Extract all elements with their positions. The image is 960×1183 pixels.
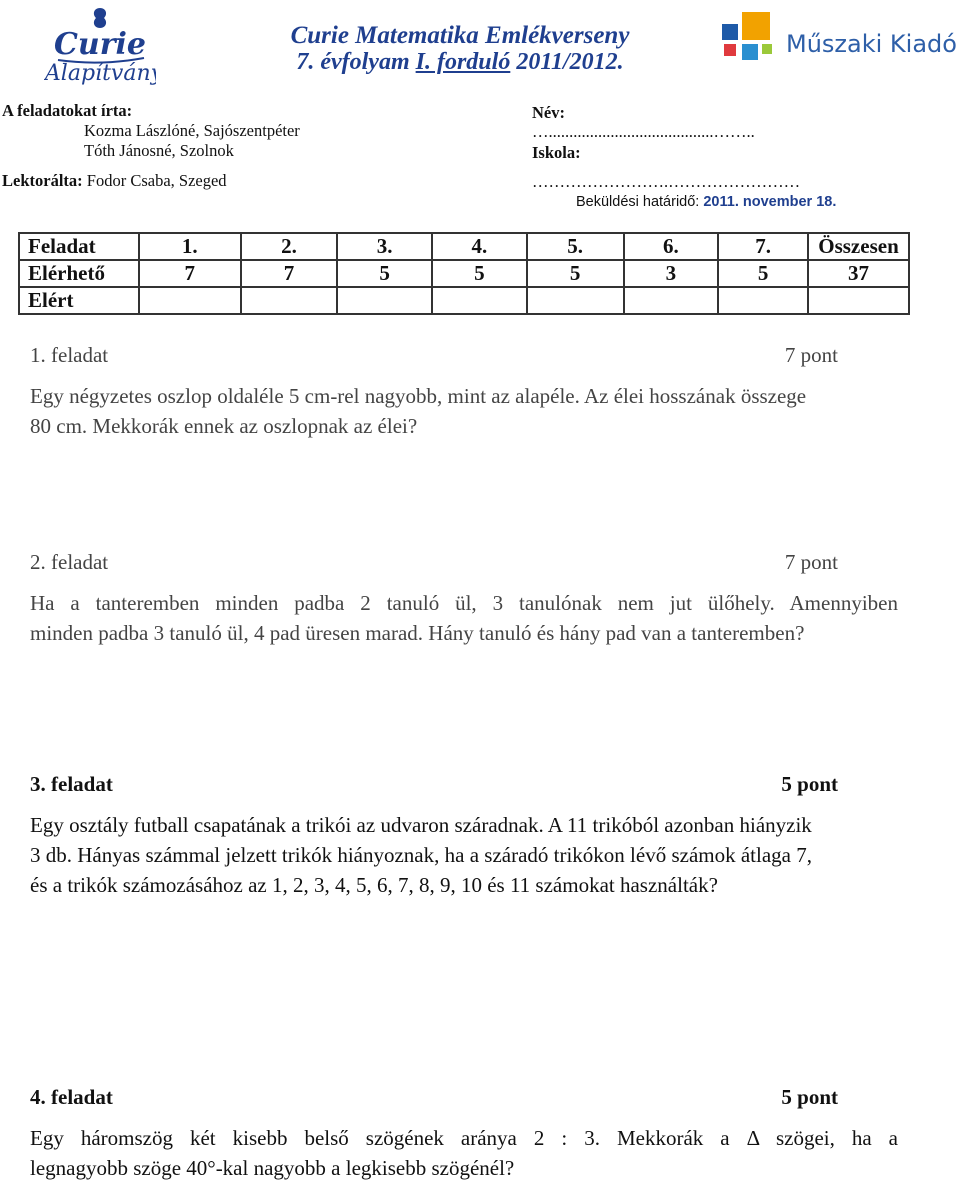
score-input-cell[interactable] [718, 287, 808, 314]
task-points: 7 pont [784, 550, 838, 574]
task-3-header [30, 772, 838, 797]
task-text-line: és a trikók számozásához az 1, 2, 3, 4, 5, 6, 7, 8, 9, 10 és 11 számokat használták? [30, 873, 718, 897]
table-cell: 4. [432, 233, 527, 260]
muszaki-kiado-logo [722, 10, 958, 72]
table-cell: Elérhető [19, 260, 139, 287]
score-input-cell[interactable] [624, 287, 719, 314]
score-input-cell[interactable] [337, 287, 432, 314]
table-cell: 1. [139, 233, 241, 260]
title-line-2 [250, 49, 670, 76]
competition-title [250, 22, 670, 76]
name-field[interactable]: …........................................…….. [532, 122, 755, 141]
score-input-cell[interactable] [241, 287, 338, 314]
task-3-text [30, 810, 898, 900]
svg-text:Alapítvány: Alapítvány [44, 61, 156, 86]
task-4-header [30, 1085, 838, 1110]
score-input-cell[interactable] [808, 287, 909, 314]
task-points: 7 pont [784, 343, 838, 367]
task-text-line: minden padba 3 tanuló ül, 4 pad üresen marad. Hány tanuló és hány pad van a tanteremben? [30, 621, 805, 645]
table-cell: 3. [337, 233, 432, 260]
grade-label: 7. évfolyam [296, 49, 410, 75]
reviewer-label: Lektorálta: [2, 171, 83, 190]
table-cell: 6. [624, 233, 719, 260]
school-label: Iskola: [532, 143, 581, 162]
round-label: I. forduló [415, 49, 511, 75]
deadline-value: 2011. november 18. [703, 194, 837, 210]
task-text-line: legnagyobb szöge 40°-kal nagyobb a legkisebb szögénél? [30, 1156, 515, 1180]
task-2-text [30, 588, 898, 648]
table-cell: 37 [808, 260, 909, 287]
table-row-achieved [19, 287, 909, 314]
deadline-line [576, 193, 836, 212]
table-cell: Feladat [19, 233, 139, 260]
task-points: 5 pont [781, 1085, 838, 1109]
task-text-line: 3 db. Hányas számmal jelzett trikók hiányoznak, ha a száradó trikókon lévő számok átlaga 7, [30, 843, 812, 867]
task-text-line: Ha a tanteremben minden padba 2 tanuló ül, 3 tanulónak nem jut ülőhely. Amennyiben [30, 591, 898, 615]
task-text-line: Egy négyzetes oszlop oldaléle 5 cm-rel nagyobb, mint az alapéle. Az élei hosszának összege [30, 384, 807, 408]
task-1-header [30, 343, 838, 368]
task-text-line: Egy háromszög két kisebb belső szögének aránya 2 : 3. Mekkorák a Δ szögei, ha a [30, 1126, 898, 1150]
task-points: 5 pont [781, 772, 838, 796]
table-cell: 5 [527, 260, 624, 287]
table-cell: 5 [718, 260, 808, 287]
reviewer-name: Fodor Csaba, Szeged [86, 171, 227, 190]
table-cell: 7. [718, 233, 808, 260]
task-title: 3. feladat [30, 772, 113, 796]
task-title: 2. feladat [30, 550, 109, 574]
table-header-row [19, 233, 909, 260]
author-1: Kozma Lászlóné, Sajószentpéter [84, 121, 300, 140]
task-title: 1. feladat [30, 343, 109, 367]
school-field[interactable]: …………………….…………………… [532, 172, 801, 191]
task-2-header [30, 550, 838, 575]
author-2: Tóth Jánosné, Szolnok [84, 141, 234, 160]
score-input-cell[interactable] [432, 287, 527, 314]
task-text-line: 80 cm. Mekkorák ennek az oszlopnak az élei? [30, 414, 418, 438]
table-cell: 5 [432, 260, 527, 287]
table-row-available [19, 260, 909, 287]
task-text-line: Egy osztály futball csapatának a trikói az udvaron száradnak. A 11 trikóból azonban hiányzik [30, 813, 812, 837]
school-year-label: 2011/2012. [516, 49, 624, 75]
curie-foundation-logo [44, 4, 156, 86]
table-cell: Összesen [808, 233, 909, 260]
task-4-text [30, 1123, 898, 1183]
deadline-label: Beküldési határidő: [576, 194, 700, 210]
task-1-text [30, 381, 898, 441]
table-cell: Elért [19, 287, 139, 314]
table-cell: 3 [624, 260, 719, 287]
name-label: Név: [532, 103, 565, 122]
svg-text:Curie: Curie [54, 27, 146, 62]
table-cell: 7 [241, 260, 338, 287]
score-input-cell[interactable] [139, 287, 241, 314]
table-cell: 2. [241, 233, 338, 260]
table-cell: 5 [337, 260, 432, 287]
title-line-1: Curie Matematika Emlékverseny [290, 22, 630, 49]
score-table [18, 232, 910, 315]
table-cell: 5. [527, 233, 624, 260]
task-title: 4. feladat [30, 1085, 113, 1109]
svg-text:Műszaki Kiadó: Műszaki Kiadó [786, 30, 957, 58]
authors-label: A feladatokat írta: [2, 101, 133, 120]
reviewer-line [2, 171, 227, 190]
score-input-cell[interactable] [527, 287, 624, 314]
table-cell: 7 [139, 260, 241, 287]
